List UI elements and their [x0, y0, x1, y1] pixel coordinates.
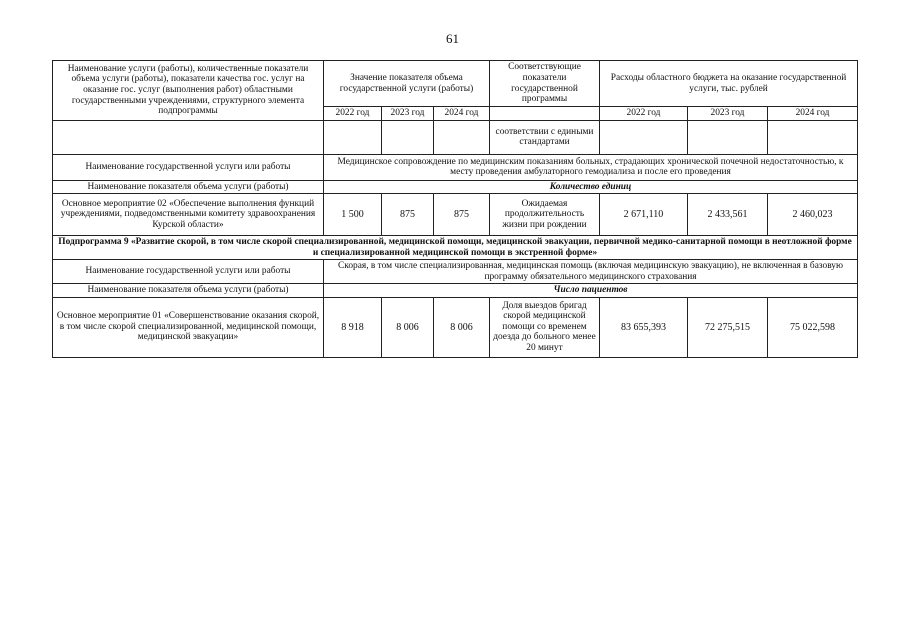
- header-expenses-cell: Расходы областного бюджета на оказание государственной услуги, тыс. рублей: [600, 61, 858, 107]
- empty-cell: [382, 120, 434, 154]
- empty-cell: [324, 120, 382, 154]
- subprogram-row: [53, 236, 858, 260]
- header-name-cell: Наименование услуги (работы), количественные показатели объема услуги (работы), показатели качества гос. услуг на оказание гос. услуг (выполнения работ) областными государственными учреждениями, структурного элемента подпрограммы: [53, 61, 324, 121]
- service-row: [53, 260, 858, 284]
- year-2023-expense: 2023 год: [688, 107, 768, 121]
- indicator-label: Наименование показателя объема услуги (работы): [53, 284, 324, 298]
- year-2024-expense: 2024 год: [768, 107, 858, 121]
- value-2022: 1 500: [324, 194, 382, 236]
- indicator-row: [53, 180, 858, 194]
- activity-row: [53, 194, 858, 236]
- empty-cell: [53, 120, 324, 154]
- value-2024: 8 006: [434, 297, 490, 357]
- indicator-value: Количество единиц: [324, 180, 858, 194]
- activity-name: Основное мероприятие 02 «Обеспечение выполнения функций учреждениями, подведомственными комитету здравоохранения Курской области»: [53, 194, 324, 236]
- header-value-cell: Значение показателя объема государственной услуги (работы): [324, 61, 490, 107]
- continuation-row: [53, 120, 858, 154]
- activity-row: [53, 297, 858, 357]
- empty-cell: [600, 120, 688, 154]
- header-indicators-cell: Соответствующие показатели государственной программы: [490, 61, 600, 107]
- continuation-text: соответствии с едиными стандартами: [490, 120, 600, 154]
- value-2023: 8 006: [382, 297, 434, 357]
- service-row: [53, 154, 858, 180]
- empty-cell: [688, 120, 768, 154]
- expense-2023: 2 433,561: [688, 194, 768, 236]
- program-indicator: Ожидаемая продолжительность жизни при рождении: [490, 194, 600, 236]
- indicator-row: [53, 284, 858, 298]
- expense-2022: 83 655,393: [600, 297, 688, 357]
- expense-2024: 2 460,023: [768, 194, 858, 236]
- page-number: 61: [446, 31, 459, 46]
- subprogram-title: Подпрограмма 9 «Развитие скорой, в том числе скорой специализированной, медицинской помощи, медицинской эвакуации, первичной медико-санитарной помощи в неотложной форме и специализированной медицинской помощи в экстренной форме»: [53, 236, 858, 260]
- empty-cell: [434, 120, 490, 154]
- empty-cell: [768, 120, 858, 154]
- value-2023: 875: [382, 194, 434, 236]
- service-label: Наименование государственной услуги или работы: [53, 154, 324, 180]
- indicator-value: Число пациентов: [324, 284, 858, 298]
- year-2023-value: 2023 год: [382, 107, 434, 121]
- year-2022-expense: 2022 год: [600, 107, 688, 121]
- value-2022: 8 918: [324, 297, 382, 357]
- services-table: [52, 60, 858, 358]
- service-value: Медицинское сопровождение по медицинским показаниям больных, страдающих хронической почечной недостаточностью, к месту проведения амбулаторного гемодиализа и после его проведения: [324, 154, 858, 180]
- activity-name: Основное мероприятие 01 «Совершенствование оказания скорой, в том числе скорой специализированной, медицинской помощи, медицинской эвакуации»: [53, 297, 324, 357]
- service-value: Скорая, в том числе специализированная, медицинская помощь (включая медицинскую эвакуацию), не включенная в базовую программу обязательного медицинского страхования: [324, 260, 858, 284]
- expense-2022: 2 671,110: [600, 194, 688, 236]
- year-2022-value: 2022 год: [324, 107, 382, 121]
- expense-2024: 75 022,598: [768, 297, 858, 357]
- expense-2023: 72 275,515: [688, 297, 768, 357]
- header-row: [53, 61, 858, 107]
- indicator-label: Наименование показателя объема услуги (работы): [53, 180, 324, 194]
- program-indicator: Доля выездов бригад скорой медицинской помощи со временем доезда до больного менее 20 минут: [490, 297, 600, 357]
- year-2024-value: 2024 год: [434, 107, 490, 121]
- year-empty-cell: [490, 107, 600, 121]
- value-2024: 875: [434, 194, 490, 236]
- service-label: Наименование государственной услуги или работы: [53, 260, 324, 284]
